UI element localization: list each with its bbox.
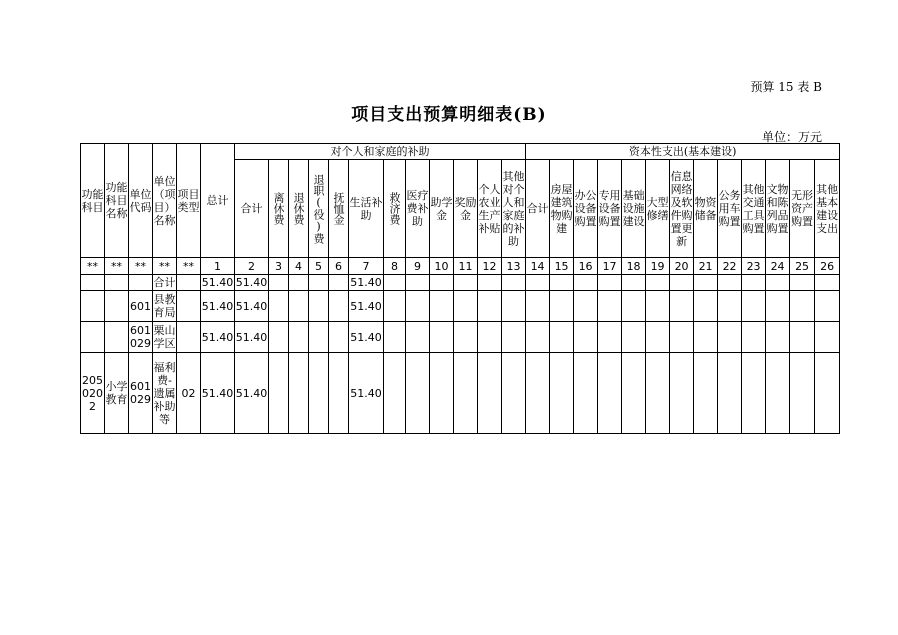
- func-code-cell: [81, 275, 105, 291]
- star-cell: **: [177, 258, 201, 275]
- col-building: 房屋建筑物购建: [550, 160, 574, 258]
- func-name-cell: 小学教育: [105, 353, 129, 434]
- star-cell: **: [81, 258, 105, 275]
- name-cell: 栗山学区: [153, 322, 177, 353]
- col-func-subject-name: 功能科目名称: [105, 144, 129, 258]
- number-cell: 6: [329, 258, 349, 275]
- number-cell: 17: [598, 258, 622, 275]
- col-infrastructure: 基础设施建设: [622, 160, 646, 258]
- unit-label: 单位：万元: [761, 130, 822, 144]
- number-cell: 8: [384, 258, 406, 275]
- col-retirement: 退休费: [289, 160, 309, 258]
- col-retirement-cadre: 离休费: [269, 160, 289, 258]
- total-cell: 51.40: [201, 291, 235, 322]
- col-relief: 救济费: [384, 160, 406, 258]
- unit-code-cell: 601: [129, 291, 153, 322]
- number-cell: 10: [430, 258, 454, 275]
- living-allowance-cell: 51.40: [349, 291, 384, 322]
- number-cell: 20: [670, 258, 694, 275]
- number-cell: 25: [790, 258, 815, 275]
- number-cell: 5: [309, 258, 329, 275]
- func-name-cell: [105, 322, 129, 353]
- col-personal-total: 合计: [235, 160, 269, 258]
- func-name-cell: [105, 275, 129, 291]
- number-cell: 14: [526, 258, 550, 275]
- number-cell: 11: [454, 258, 478, 275]
- col-other-transport: 其他交通工具购置: [742, 160, 766, 258]
- number-cell: 22: [718, 258, 742, 275]
- personal-total-cell: 51.40: [235, 291, 269, 322]
- col-agri-subsidy: 个人农业生产补贴: [478, 160, 502, 258]
- number-cell: 12: [478, 258, 502, 275]
- form-number: 预算 15 表 B: [750, 80, 822, 94]
- type-cell: 02: [177, 353, 201, 434]
- table-row: [81, 275, 840, 291]
- col-office-equipment: 办公设备购置: [574, 160, 598, 258]
- unit-code-cell: 601029: [129, 353, 153, 434]
- col-material-reserve: 物资储备: [694, 160, 718, 258]
- func-code-cell: [81, 322, 105, 353]
- func-name-cell: [105, 291, 129, 322]
- group-capital-expenditure: 资本性支出(基本建设): [526, 144, 840, 160]
- unit-code-cell: 601029: [129, 322, 153, 353]
- budget-table: [80, 143, 840, 434]
- header-number-row: [81, 258, 840, 275]
- name-cell: 福利费-遗属补助等: [153, 353, 177, 434]
- func-code-cell: [81, 291, 105, 322]
- number-cell: 15: [550, 258, 574, 275]
- unit-code-cell: [129, 275, 153, 291]
- col-intangible-assets: 无形资产购置: [790, 160, 815, 258]
- number-cell: 16: [574, 258, 598, 275]
- type-cell: [177, 322, 201, 353]
- number-cell: 21: [694, 258, 718, 275]
- number-cell: 13: [502, 258, 526, 275]
- star-cell: **: [153, 258, 177, 275]
- col-medical-subsidy: 医疗费补助: [406, 160, 430, 258]
- col-it-software: 信息网络及软件购置更新: [670, 160, 694, 258]
- number-cell: 23: [742, 258, 766, 275]
- type-cell: [177, 291, 201, 322]
- number-cell: 26: [815, 258, 840, 275]
- table-row: [81, 322, 840, 353]
- number-cell: 2: [235, 258, 269, 275]
- total-cell: 51.40: [201, 276, 234, 289]
- col-special-equipment: 专用设备购置: [598, 160, 622, 258]
- number-cell: 9: [406, 258, 430, 275]
- col-project-type: 项目类型: [177, 144, 201, 258]
- number-cell: 19: [646, 258, 670, 275]
- name-cell: 县教育局: [153, 291, 177, 322]
- total-cell: 51.40: [201, 322, 235, 353]
- col-other-personal: 其他对个人和家庭的补助: [502, 160, 526, 258]
- name-cell: 合计: [153, 276, 176, 289]
- number-cell: 24: [766, 258, 790, 275]
- number-cell: 3: [269, 258, 289, 275]
- table-row: [81, 353, 840, 434]
- func-code-cell: 2050202: [81, 353, 105, 434]
- table-row: [81, 291, 840, 322]
- col-student-aid: 助学金: [430, 160, 454, 258]
- personal-total-cell: 51.40: [235, 322, 269, 353]
- number-cell: 18: [622, 258, 646, 275]
- col-award: 奖励金: [454, 160, 478, 258]
- col-other-capital: 其他基本建设支出: [815, 160, 840, 258]
- col-official-vehicle: 公务用车购置: [718, 160, 742, 258]
- type-cell: [177, 275, 201, 291]
- star-cell: **: [105, 258, 129, 275]
- living-allowance-cell: 51.40: [350, 276, 382, 289]
- number-cell: 4: [289, 258, 309, 275]
- living-allowance-cell: 51.40: [349, 322, 384, 353]
- col-total: 总计: [201, 144, 235, 258]
- number-cell: 1: [201, 258, 235, 275]
- col-capital-total: 合计: [526, 160, 550, 258]
- personal-total-cell: 51.40: [235, 353, 269, 434]
- number-cell: 7: [349, 258, 384, 275]
- col-pension: 抚恤金: [329, 160, 349, 258]
- col-cultural-relics: 文物和陈列品购置: [766, 160, 790, 258]
- col-living-allowance: 生活补助: [349, 160, 384, 258]
- personal-total-cell: 51.40: [235, 276, 268, 289]
- col-resignation: 退职(役)费: [309, 160, 329, 258]
- header-section-row: [81, 144, 840, 160]
- living-allowance-cell: 51.40: [349, 353, 384, 434]
- col-major-repair: 大型修缮: [646, 160, 670, 258]
- group-personal-subsidy: 对个人和家庭的补助: [235, 144, 526, 160]
- total-cell: 51.40: [201, 353, 235, 434]
- col-func-subject: 功能科目: [81, 144, 105, 258]
- star-cell: **: [129, 258, 153, 275]
- col-unit-code: 单位代码: [129, 144, 153, 258]
- col-unit-project-name: 单位（项目）名称: [153, 144, 177, 258]
- page-title: 项目支出预算明细表(B): [351, 105, 547, 125]
